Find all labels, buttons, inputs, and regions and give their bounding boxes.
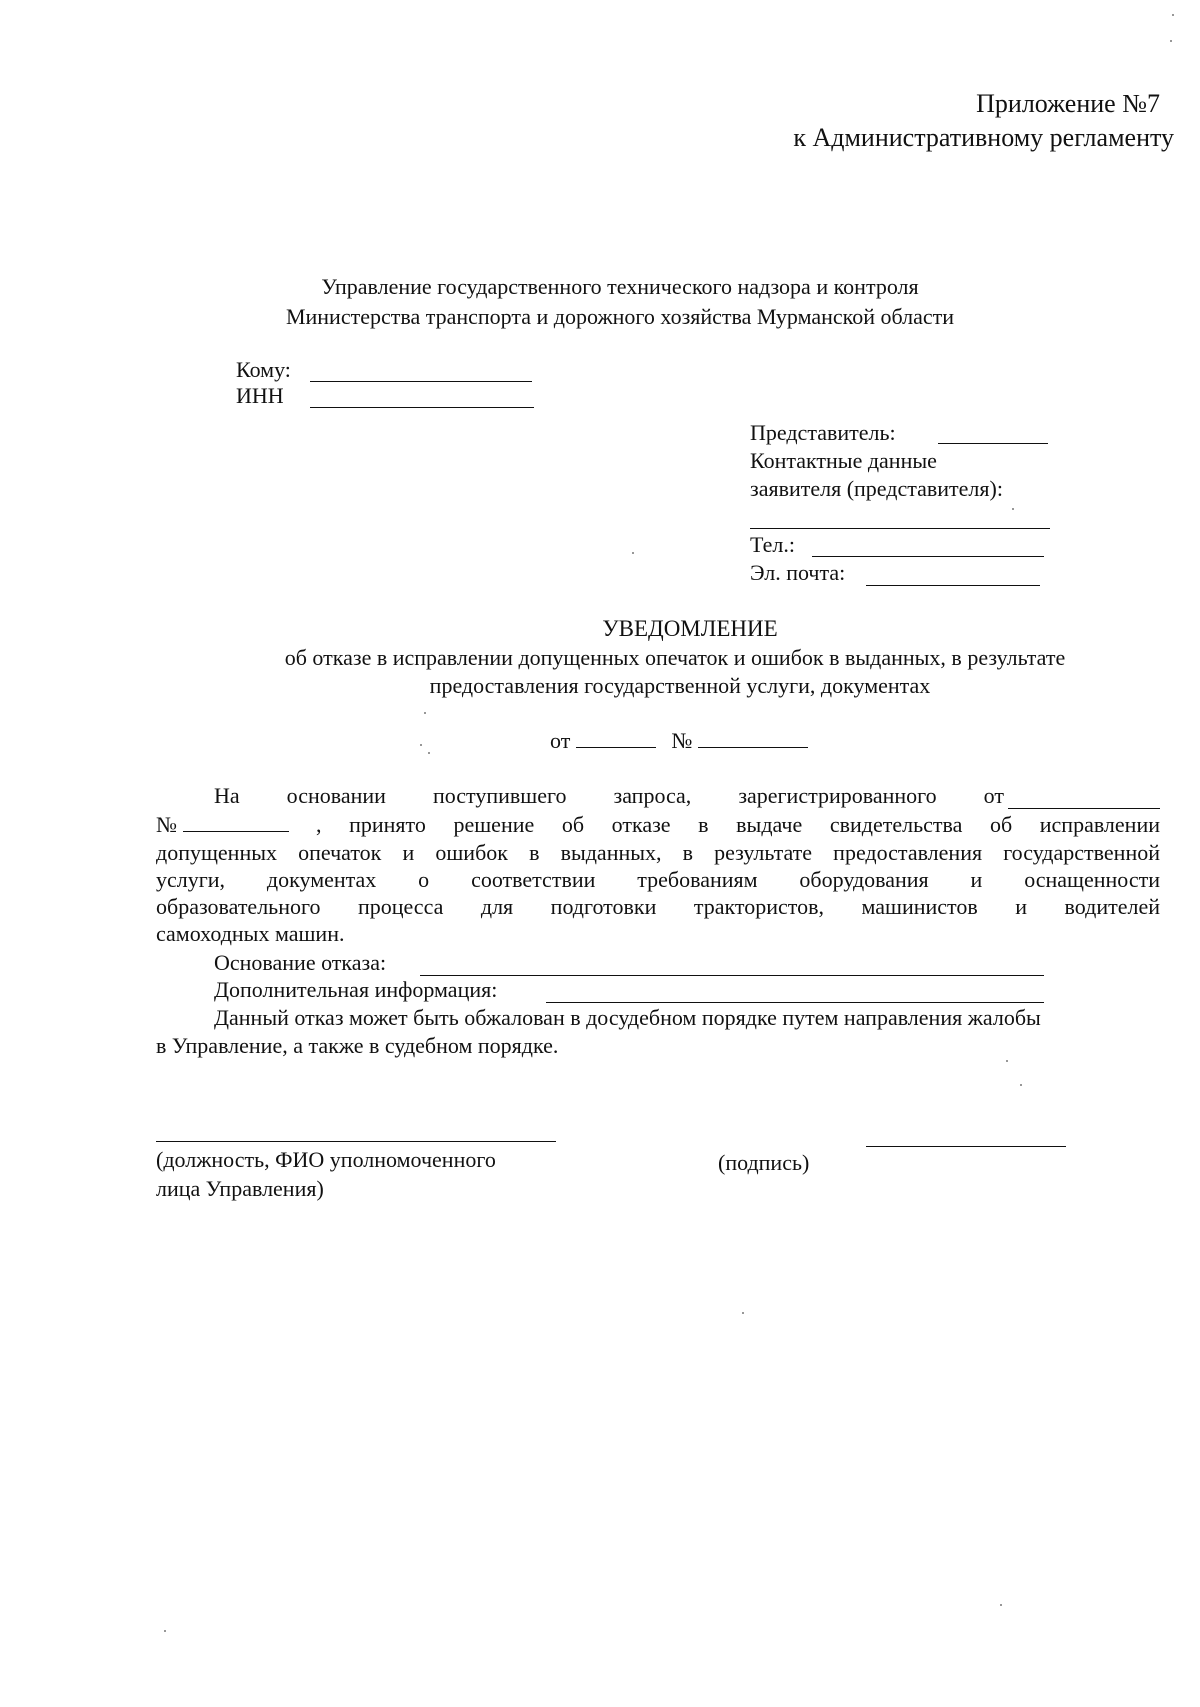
authority-line-1: Управление государственного технического надзора и контроля xyxy=(321,274,919,299)
paragraph-line-4: услуги, документах о соответствии требованиям оборудования и оснащенности xyxy=(156,867,1160,892)
inn-field[interactable] xyxy=(310,407,534,408)
request-date-field[interactable] xyxy=(1008,808,1160,809)
scan-speck xyxy=(632,552,634,554)
contacts-label-2: заявителя (представителя): xyxy=(750,476,1003,501)
notice-subtitle-2: предоставления государственной услуги, документах xyxy=(429,673,931,698)
paragraph-line-1: На основании поступившего запроса, зарегистрированного от xyxy=(214,783,1004,808)
refusal-basis-label: Основание отказа: xyxy=(214,950,387,975)
scan-speck xyxy=(1020,1084,1022,1086)
scan-speck xyxy=(742,1312,744,1314)
to-label: Кому: xyxy=(236,357,291,382)
authority-line-2: Министерства транспорта и дорожного хозяйства Мурманской области xyxy=(285,304,955,329)
scan-speck xyxy=(1006,1060,1008,1062)
notice-subtitle-1: об отказе в исправлении допущенных опечаток и ошибок в выданных, в результате xyxy=(284,645,1066,670)
notice-date-number xyxy=(550,728,808,754)
position-caption-1: (должность, ФИО уполномоченного xyxy=(156,1147,496,1172)
representative-label: Представитель: xyxy=(750,420,896,445)
paragraph-line-6: самоходных машин. xyxy=(156,921,345,946)
email-label: Эл. почта: xyxy=(750,560,846,585)
official-position-field[interactable] xyxy=(156,1141,556,1142)
signature-caption: (подпись) xyxy=(718,1150,810,1175)
number-field[interactable] xyxy=(698,729,808,748)
contacts-field[interactable] xyxy=(750,528,1050,529)
paragraph-line-2-number xyxy=(156,812,289,838)
position-caption-2: лица Управления) xyxy=(156,1176,324,1201)
request-number-field[interactable] xyxy=(183,813,289,832)
refusal-basis-field[interactable] xyxy=(420,975,1044,976)
scan-speck xyxy=(1012,508,1014,510)
appeal-line-1: Данный отказ может быть обжалован в досудебном порядке путем направления жалобы xyxy=(214,1005,1041,1030)
scan-speck xyxy=(1172,14,1174,16)
additional-info-field[interactable] xyxy=(546,1002,1044,1003)
appendix-to-regulation: к Административному регламенту xyxy=(793,123,1174,152)
scan-speck xyxy=(424,712,426,714)
signature-field[interactable] xyxy=(866,1146,1066,1147)
contacts-label-1: Контактные данные xyxy=(750,448,937,473)
notice-title: УВЕДОМЛЕНИЕ xyxy=(602,616,778,641)
phone-field[interactable] xyxy=(812,556,1044,557)
scan-speck xyxy=(428,752,430,754)
inn-label: ИНН xyxy=(236,383,284,408)
additional-info-label: Дополнительная информация: xyxy=(214,977,498,1002)
request-number-label: № xyxy=(156,812,177,837)
to-field[interactable] xyxy=(310,381,532,382)
scan-speck xyxy=(1000,1604,1002,1606)
appeal-line-2: в Управление, а также в судебном порядке. xyxy=(156,1033,559,1058)
scan-speck xyxy=(164,1630,166,1632)
paragraph-line-3: допущенных опечаток и ошибок в выданных, в результате предоставления государственной xyxy=(156,840,1160,865)
paragraph-line-5: образовательного процесса для подготовки трактористов, машинистов и водителей xyxy=(156,894,1160,919)
email-field[interactable] xyxy=(866,585,1040,586)
scan-speck xyxy=(420,744,422,746)
scan-speck xyxy=(1170,40,1172,42)
date-field[interactable] xyxy=(576,729,656,748)
from-label: от xyxy=(550,728,571,753)
paragraph-line-2: , принято решение об отказе в выдаче свидетельства об исправлении xyxy=(316,812,1160,837)
representative-field[interactable] xyxy=(938,443,1048,444)
appendix-number: Приложение №7 xyxy=(976,89,1160,118)
phone-label: Тел.: xyxy=(750,532,795,557)
number-label: № xyxy=(671,728,693,753)
